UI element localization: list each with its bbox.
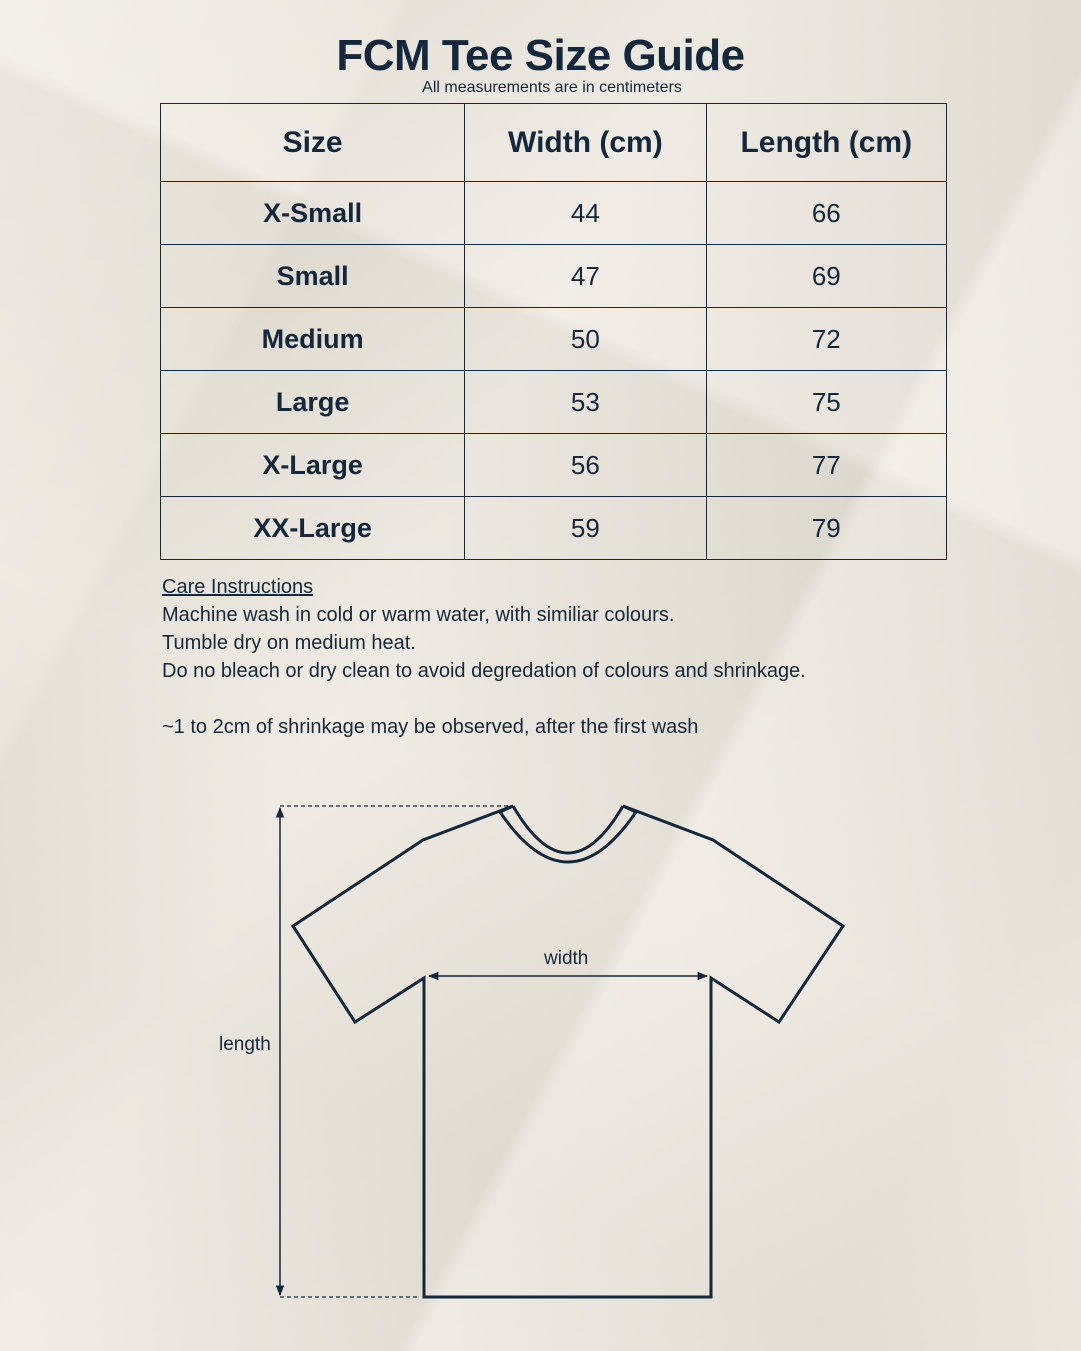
length-cell: 75	[706, 371, 946, 434]
length-cell: 72	[706, 308, 946, 371]
width-cell: 44	[465, 182, 706, 245]
page-subtitle: All measurements are in centimeters	[422, 79, 682, 96]
column-header-length: Length (cm)	[706, 104, 946, 182]
length-cell: 79	[706, 497, 946, 560]
length-cell: 66	[706, 182, 946, 245]
size-cell: X-Small	[161, 182, 465, 245]
length-cell: 69	[706, 245, 946, 308]
shrinkage-note: ~1 to 2cm of shrinkage may be observed, after the first wash	[162, 716, 699, 738]
width-cell: 50	[465, 308, 706, 371]
width-label: width	[544, 948, 589, 969]
width-cell: 56	[465, 434, 706, 497]
size-cell: X-Large	[161, 434, 465, 497]
width-cell: 59	[465, 497, 706, 560]
page-title: FCM Tee Size Guide	[336, 31, 745, 80]
column-header-width: Width (cm)	[465, 104, 706, 182]
tshirt-neckline	[500, 806, 636, 812]
length-cell: 77	[706, 434, 946, 497]
care-heading: Care Instructions	[162, 576, 314, 598]
width-cell: 53	[465, 371, 706, 434]
care-line: Tumble dry on medium heat.	[162, 632, 416, 654]
tshirt-outline	[293, 806, 843, 1297]
column-header-size: Size	[161, 104, 465, 182]
size-cell: XX-Large	[161, 497, 465, 560]
width-cell: 47	[465, 245, 706, 308]
size-cell: Medium	[161, 308, 465, 371]
care-line: Do no bleach or dry clean to avoid degredation of colours and shrinkage.	[162, 660, 806, 682]
care-line: Machine wash in cold or warm water, with similiar colours.	[162, 604, 675, 626]
size-cell: Large	[161, 371, 465, 434]
size-cell: Small	[161, 245, 465, 308]
length-label: length	[219, 1034, 271, 1055]
